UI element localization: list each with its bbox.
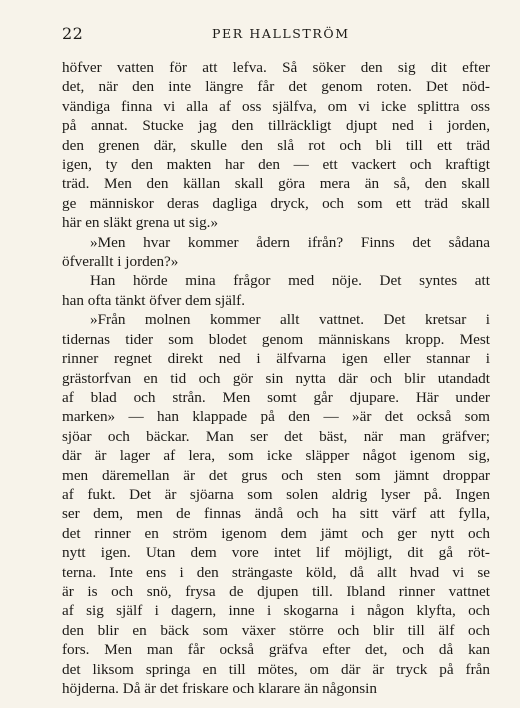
text-line: af fukt. Det är sjöarna som solen aldrig lyser på. Ingen [62, 485, 490, 503]
text-line: här en släkt grena ut sig.» [62, 214, 219, 232]
text-line: ser dem, men de finnas ändå och ha sitt värf att fylla, [62, 505, 490, 523]
text-line: grästorfvan en tid och gör sin nytta där och blir utandadt [62, 369, 490, 387]
text-line: där är lager af lera, som icke släpper något igenom sig, [62, 447, 490, 465]
text-line: på annat. Stucke jag den tillräckligt djupt ned i jorden, [62, 117, 490, 135]
page-number: 22 [62, 24, 84, 43]
text-line: träd. Men den källan skall göra mera än så, den skall [62, 175, 490, 193]
text-line: »Från molnen kommer allt vattnet. Det kretsar i [90, 311, 490, 329]
text-line: rinner regnet direkt ned i älfvarna igen eller stannar i [62, 350, 490, 368]
text-line: af blad och strån. Men somt går djupare. Här under [62, 388, 490, 406]
text-line: terna. Inte ens i den strängaste köld, då allt hvad vi se [62, 563, 490, 581]
running-head: PER HALLSTRÖM [212, 26, 350, 41]
text-line: Han hörde mina frågor med nöje. Det syntes att [90, 272, 490, 290]
text-line: det rinner en ström igenom dem jämt och ger nytt och [62, 524, 490, 542]
text-line: han ofta tänkt öfver dem själf. [62, 291, 246, 309]
text-line: det liksom springa en till mötes, om där är tryck på från [62, 660, 490, 678]
text-line: men däremellan är det grus och sten som jämnt droppar [62, 466, 490, 484]
text-line: den grenen där, skulle den slå rot och bli till ett träd [62, 136, 490, 154]
text-line: fors. Men man får också gräfva efter det, och då kan [62, 641, 490, 659]
text-line: marken» — han klappade på den — »är det också som [62, 408, 490, 426]
paragraph [62, 310, 490, 698]
text-line: »Men hvar kommer ådern ifrån? Finns det sådana [90, 233, 490, 251]
text-line: vändiga finna vi alla af oss själfva, om vi icke splittra oss [62, 97, 490, 115]
text-line: det, när den inte längre får det genom roten. Det nöd- [62, 78, 490, 96]
text-line: nytt igen. Utan dem vore intet lif möjligt, dit gå röt- [62, 544, 490, 562]
text-line: tidernas tider som blodet genom människans kropp. Mest [62, 330, 490, 348]
text-line: höfver vatten för att lefva. Så söker den sig dit efter [62, 59, 490, 76]
paragraph [62, 58, 490, 233]
text-line: den blir en bäck som växer större och blir till älf och [62, 621, 490, 639]
text-line: är is och snö, frysa de djupen till. Ibland rinner vattnet [62, 582, 490, 600]
paragraph [62, 271, 490, 310]
text-line: ge människor deras dagliga dryck, och som ett träd skall [62, 194, 490, 212]
text-line: öfverallt i jorden?» [62, 253, 179, 271]
text-line: sjöar och bäckar. Man ser det bäst, när man gräfver; [62, 427, 490, 445]
paragraph [62, 233, 490, 272]
text-line: höjderna. Då är det friskare och klarare än någonsin [62, 680, 377, 697]
text-line: af sig själf i dagern, inne i skogarna i någon klyfta, och [62, 602, 490, 620]
text-line: igen, ty den makten har den — ett vackert och kraftigt [62, 156, 490, 174]
page-header [62, 24, 490, 46]
body-text [62, 58, 490, 698]
